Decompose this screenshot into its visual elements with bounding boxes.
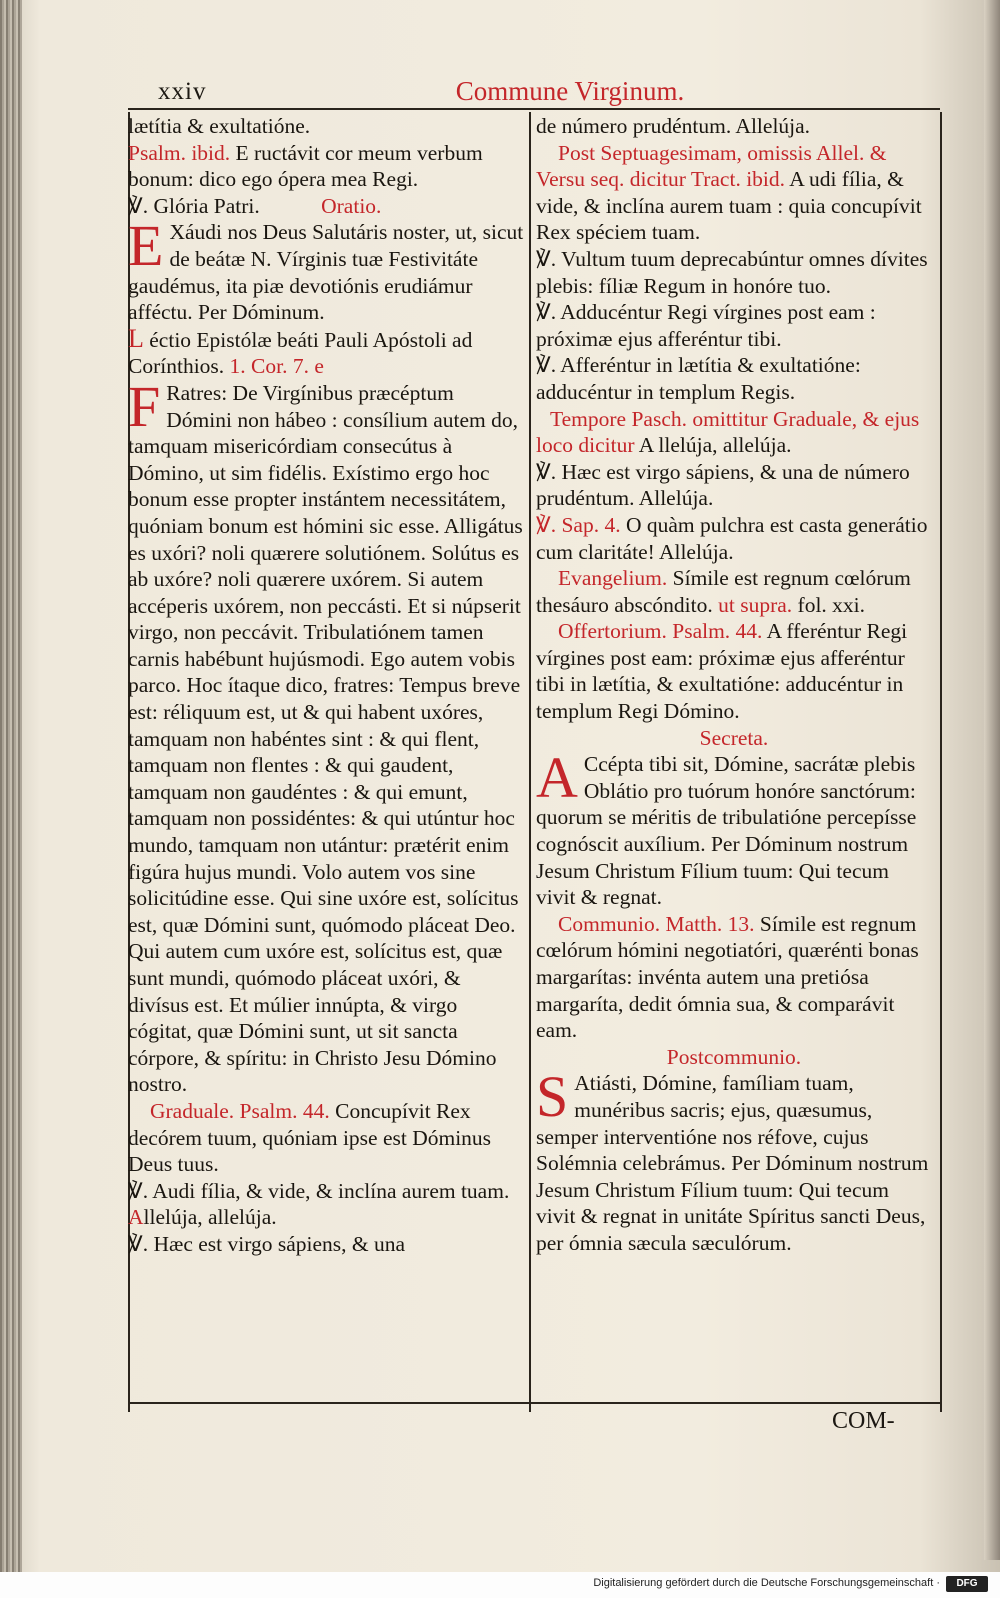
red-initial: L — [128, 323, 144, 353]
rubric-ut-supra: ut supra. — [718, 592, 793, 617]
oratio-paragraph — [128, 213, 524, 325]
left-footer-rule — [128, 1402, 530, 1404]
right-border-rule — [940, 112, 942, 1412]
rubric-secreta: Secreta. — [699, 725, 769, 750]
catchword: COM- — [832, 1408, 895, 1434]
gloria-versicle: ℣. Glória Patri. — [128, 193, 260, 218]
header-rule — [128, 108, 940, 110]
digitization-credit: Digitalisierung gefördert durch die Deutsche Forschungsgemeinschaft · — [593, 1577, 940, 1589]
versicle-line: ℣. Adducéntur Regi vírgines post eam : próximæ ejus afferéntur tibi. — [536, 300, 876, 351]
rubric-psalm: Psalm. ibid. — [128, 140, 231, 165]
text-line: lætítia & exultatióne. — [128, 114, 311, 138]
versicle-text: O quàm pulchra est casta generátio cum claritáte! Allelúja. — [536, 512, 928, 564]
paschal-block — [536, 406, 932, 459]
rubric-evangelium: Evangelium. — [558, 566, 668, 591]
offertorium-text: A fferéntur Regi vírgines post eam: próximæ ejus afferéntur tibi in lætítia, & exultatióne: adducéntur in templum Regi Dómino. — [536, 619, 908, 724]
offertorium-block — [536, 618, 932, 724]
left-column — [128, 113, 524, 1258]
tract-block — [536, 140, 932, 246]
rubric-septuagesima: Post Septuagesimam, omissis Allel. & Versu seq. dicitur Tract. ibid. — [536, 140, 887, 192]
folio-reference: fol. xxi. — [797, 592, 866, 617]
alleluia-text: A llelúja, allelúja. — [638, 433, 792, 458]
secreta-text: Ccépta tibi sit, Dómine, sacrátæ plebis Oblátio pro tuórum honóre sanctórum: quorum se méritis de tribulatióne percepísse cognóscit auxílium. Per Dóminum nostrum Jesum Christum Fílium tuum: Qui tecum vivit & regnat. — [536, 752, 917, 910]
rubric-sapientia: ℣. Sap. 4. — [536, 512, 621, 537]
versicle-line: ℣. Hæc est virgo sápiens, & una de número prudéntum. Allelúja. — [536, 459, 910, 511]
rubric-oratio: Oratio. — [321, 193, 382, 218]
drop-capital: A — [536, 745, 578, 811]
verse-block — [128, 140, 524, 193]
versicle-block — [536, 512, 932, 565]
evangelium-block — [536, 565, 932, 618]
right-footer-rule — [530, 1402, 940, 1404]
versicle-line: ℣. Audi fília, & vide, & inclína aurem tuam. — [128, 1178, 510, 1203]
column-divider-rule — [529, 112, 531, 1412]
postcommunio-paragraph — [536, 1064, 932, 1256]
verse-text: E ructávit cor meum verbum bonum: dico ego ópera mea Regi. — [128, 140, 483, 192]
evangelium-text: Símile est regnum cœlórum thesáuro abscóndito. — [536, 566, 911, 617]
communio-block — [536, 911, 932, 1044]
communio-text: Símile est regnum cœlórum hómini negotiatóri, quærénti bonas margarítas: invénta autem una pretiósa margaríta, dedit ómnia sua, & comparávit eam. — [536, 911, 919, 1043]
lectio-text: Ratres: De Virgínibus præcéptum Dómini non hábeo : consílium autem do, tamquam misericórdiam consecútus à Dómino, ut sim fidélis. Exístimo ergo hoc bonum esse propter instántem necessitátem, quóniam bonum est hómini sic esse. Alligátus es uxóri? noli quærere solutiónem. Solútus es ab uxóre? noli quærere uxórem. Si autem accéperis uxórem, non peccásti. Et si núpserit virgo, non peccávit. Tribulatiónem tamen carnis habébunt hujúsmodi. Ego autem vobis parco. Hoc ítaque dico, fratres: Tempus breve est: réliquum est, ut & qui habent uxóres, tamquam non habéntes sint : & qui flent, tamquam non flentes : & qui gaudent, tamquam non gaudéntes : & qui emunt, tamquam non possidéntes: & qui utúntur hoc mundo, tamquam non utántur: prætérit enim figúra hujus mundi. Volo autem vos sine solicitúdine esse. Qui sine uxóre est, solícitus est, quæ Dómini sunt, quómodo pláceat Deo. Qui autem cum uxóre est, solícitus est, quæ sunt mundi, quómodo pláceat uxóri, & divísus est. Et múlier innúpta, & virgo cógitat, quæ Dómini sunt, ut sit sancta córpore, & spíritu: in Christo Jesu Dómino nostro. — [128, 380, 523, 1097]
rubric-offertorium: Offertorium. Psalm. 44. — [558, 619, 763, 644]
lectio-title: éctio Epistólæ beáti Pauli Apóstoli ad Corínthios. — [128, 327, 473, 379]
rubric-tempore-paschali: Tempore Pasch. omittitur Graduale, & ejus loco dicitur — [536, 406, 920, 458]
page-number: xxiv — [158, 78, 207, 105]
tract-text: A udi fília, & vide, & inclína aurem tuam : quia concupívit Rex spéciem tuam. — [536, 167, 922, 245]
alleluia-text: llelúja, allelúja. — [143, 1205, 277, 1230]
drop-capital: S — [536, 1064, 569, 1130]
red-initial: A — [128, 1205, 144, 1230]
digitization-footer — [0, 1572, 1000, 1598]
versicle-line: ℣. Hæc est virgo sápiens, & una — [128, 1231, 406, 1256]
oratio-text: Xáudi nos Deus Salutáris noster, ut, sicut de beátæ N. Vírginis tuæ Festivitáte gaudémus, ita piæ devotiónis erudiámur afféctu. Per Dóminum. — [128, 220, 524, 325]
versicle-line: ℣. Afferéntur in lætítia & exultatióne: adducéntur in templum Regis. — [536, 353, 861, 404]
book-spine — [0, 0, 22, 1598]
page-edge — [984, 0, 1000, 1560]
drop-capital: F — [128, 373, 161, 439]
lectio-paragraph — [128, 373, 524, 1098]
graduale-block — [128, 1098, 524, 1178]
rubric-postcommunio: Postcommunio. — [666, 1044, 802, 1069]
postcommunio-text: Atiásti, Dómine, famíliam tuam, munéribus sacris; ejus, quæsumus, semper interventióne nos réfove, cujus Solémnia celebrámus. Per Dóminum nostrum Jesum Christum Fílium tuum: Qui tecum vivit & regnat in unitáte Spíritus sancti Deus, per ómnia sæcula sæculórum. — [536, 1071, 929, 1255]
right-column — [536, 113, 932, 1257]
verse-block — [128, 193, 524, 220]
text-line: de número prudéntum. Allelúja. — [536, 114, 811, 138]
secreta-paragraph — [536, 745, 932, 911]
versicle-line: ℣. Vultum tuum deprecabúntur omnes dívites plebis: fíliæ Regum in honóre tuo. — [536, 246, 928, 298]
alleluia-line — [128, 1204, 524, 1231]
lectio-heading — [128, 323, 524, 380]
running-title: Commune Virginum. — [455, 76, 685, 106]
drop-capital: E — [128, 213, 164, 279]
scripture-reference: 1. Cor. 7. e — [229, 354, 324, 379]
dfg-logo-icon: DFG — [946, 1576, 988, 1592]
rubric-communio: Communio. Matth. 13. — [558, 911, 755, 936]
graduale-text: Concupívit Rex decórem tuum, quóniam ipse est Dóminus Deus tuus. — [128, 1098, 492, 1177]
rubric-graduale: Graduale. Psalm. 44. — [150, 1098, 330, 1123]
